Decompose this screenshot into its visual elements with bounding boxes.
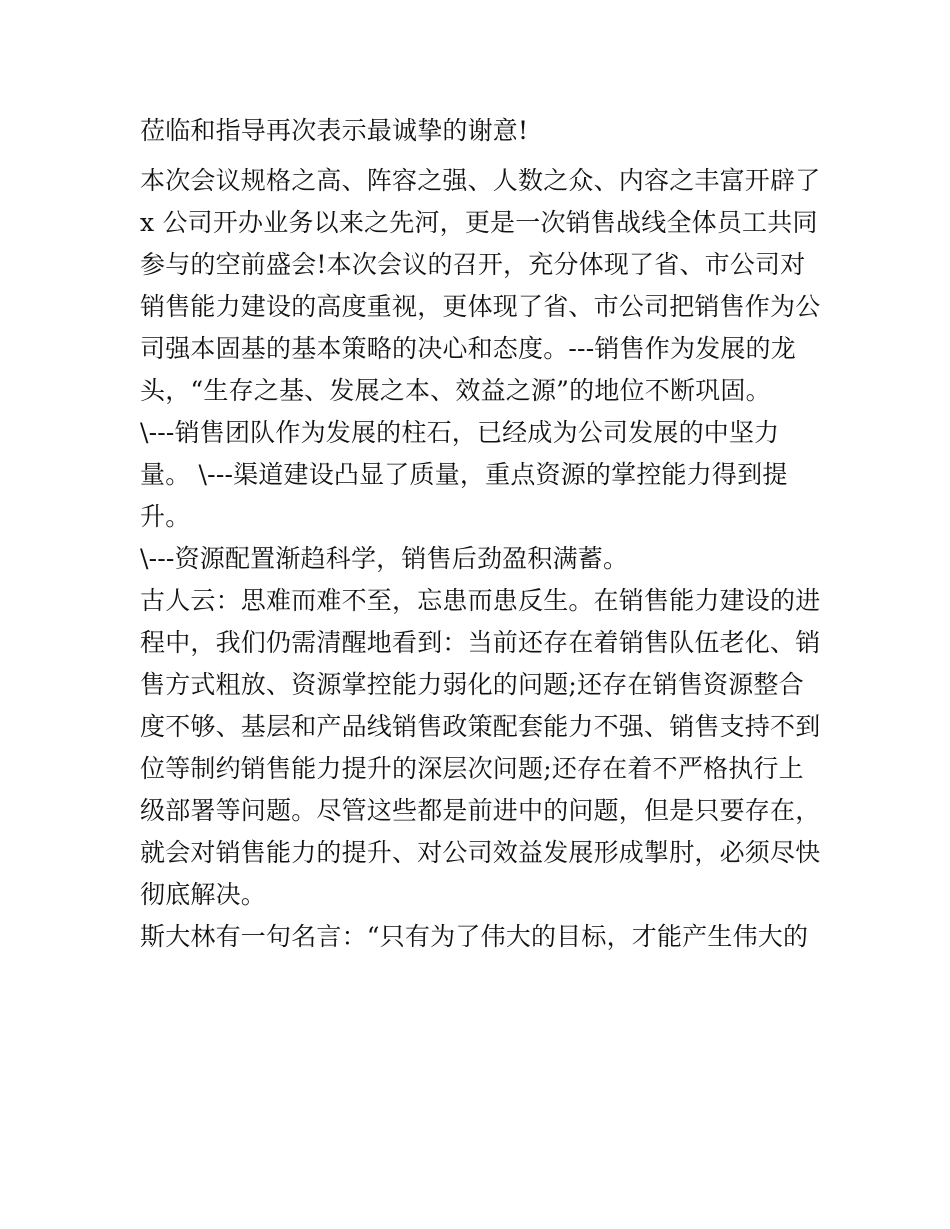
text-line: 售方式粗放、资源掌控能力弱化的问题;还存在销售资源整合 [140,670,804,699]
text-line: 彻底解决。 [140,880,267,909]
text-line: 度不够、基层和产品线销售政策配套能力不强、销售支持不到 [140,712,820,741]
text-line: 斯大林有一句名言：“只有为了伟大的目标，才能产生伟大的 [140,922,809,951]
text-line: 本次会议规格之高、阵容之强、人数之众、内容之丰富开辟了 [140,166,820,195]
text-line: 程中，我们仍需清醒地看到：当前还存在着销售队伍老化、销 [140,628,820,657]
text-line: 就会对销售能力的提升、对公司效益发展形成掣肘，必须尽快 [140,838,820,867]
text-line: 古人云：思难而难不至，忘患而患反生。在销售能力建设的进 [140,586,820,615]
text-line: 头，“生存之基、发展之本、效益之源”的地位不断巩固。 [140,376,771,405]
text-line: \---资源配置渐趋科学，销售后劲盈积满蓄。 [140,544,629,573]
text-line: 位等制约销售能力提升的深层次问题;还存在着不严格执行上 [140,754,804,783]
text-line: 量。 \---渠道建设凸显了质量，重点资源的掌控能力得到提 [140,460,788,489]
text-line: 销售能力建设的高度重视，更体现了省、市公司把销售作为公 [140,292,820,321]
text-line: 升。 [140,502,191,531]
text-line: 参与的空前盛会!本次会议的召开，充分体现了省、市公司对 [140,250,806,279]
document-body [140,110,820,958]
text-line: \---销售团队作为发展的柱石，已经成为公司发展的中坚力 [140,418,780,447]
text-line: 司强本固基的基本策略的决心和态度。---销售作为发展的龙 [140,334,796,363]
text-line: x 公司开办业务以来之先河，更是一次销售战线全体员工共同 [140,208,818,237]
text-line: 莅临和指导再次表示最诚挚的谢意! [140,116,529,145]
text-line: 级部署等问题。尽管这些都是前进中的问题，但是只要存在， [140,796,820,825]
